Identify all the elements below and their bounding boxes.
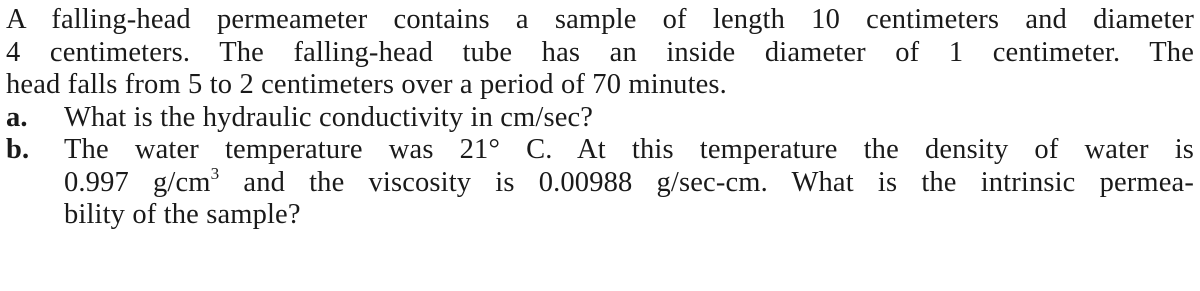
intro-line-2: 4 centimeters. The falling-head tube has an inside diameter of 1 centimeter. The — [6, 36, 1194, 68]
question-b — [6, 134, 1194, 232]
cubic-superscript: 3 — [210, 164, 220, 183]
viscosity-text: and the viscosity is 0.00988 g/sec-cm. What is the intrinsic permea- — [219, 166, 1194, 198]
question-b-line-2 — [64, 164, 1194, 200]
intro-line-1: A falling-head permeameter contains a sample of length 10 centimeters and diameter — [6, 4, 1194, 35]
density-value: 0.997 g/cm — [64, 166, 211, 198]
question-a-text: What is the hydraulic conductivity in cm/sec? — [64, 101, 594, 133]
question-b-marker: b. — [6, 134, 30, 165]
problem-text — [6, 4, 1194, 232]
question-a-marker: a. — [6, 101, 28, 133]
question-b-line-3: bility of the sample? — [64, 199, 301, 230]
intro-line-3: head falls from 5 to 2 centimeters over a period of 70 minutes. — [6, 69, 727, 100]
question-a — [6, 102, 1194, 135]
question-b-line-1: The water temperature was 21° C. At this temperature the density of water is — [64, 134, 1194, 165]
